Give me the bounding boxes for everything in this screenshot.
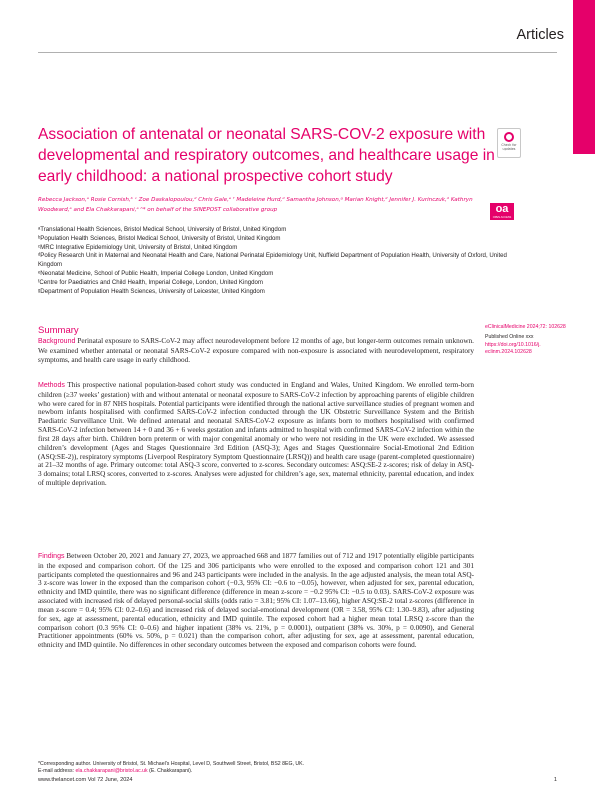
email-link[interactable]: ela.chakkarapani@bristol.ac.uk	[75, 768, 148, 775]
author-list: Rebecca Jackson,ᵃ Rosie Cornish,ᵇ ᶜ Zoe Daskalopoulou,ᵈ Chris Gale,ᵉ ᶠ Madeleine Hurd,ᵈ Samantha Johnson,ᵍ Marian Knight,ᵈ Jennifer J. Kurinczuk,ᵈ Kathryn Woodward,ᵃ and Ela Chakkarapani,ᵃ ʰ* on behalf of the SINEPOST collaborative group	[38, 197, 473, 213]
brand-color-bar	[573, 0, 595, 154]
findings-text: Between October 20, 2021 and January 27, 2023, we approached 668 and 1877 families out of 712 and 1917 potentially eligible participants in the exposed and comparison cohort. Of the 125 and 306 participants who were enrolled to the exposed and comparison cohort 121 and 301 participants completed the questionnaires and 96 and 243 participants were included in the analysis. In the age adjusted analysis, the mean total ASQ-3 z-score was lower in the exposed than the comparison cohort (−0.3, 95% CI: −0.6 to −0.05), however, when adjusted for sex, parental education, ethnicity and IMD quintile, there was no significant difference (difference in mean z-score = −0.2 95% CI: −0.5 to 0.03). SARS-CoV-2 exposure was associated with increased risk of delayed personal-social skills (odds ratio = 3.81; 95% CI: 1.07–13.66), higher ASQ:SE-2 total z-scores (difference in mean z-score = 0.4; 95% CI: 0.2–0.6) and increased risk of delayed social-emotional development (OR = 3.58, 95% CI: 1.30–9.83), after adjusting for sex, age at assessment, parental education, ethnicity and IMD quintile. The exposed cohort had a higher mean total LRSQ z-score than the comparison cohort (0.3 95% CI: 0–0.6) and higher inpatient (38% vs. 21%, p = 0.0001), outpatient (38% vs. 30%, p = 0.0090), and General Practitioner appointments (60% vs. 50%, p = 0.021) than the comparison cohort, after adjusting for sex, age at assessment, parental education, ethnicity and IMD quintile. No differences in other secondary outcomes between the exposed and comparison cohorts were found.	[38, 552, 474, 650]
affiliation: ᶠCentre for Paediatrics and Child Health, Imperial College, London, United Kingdom	[38, 278, 263, 286]
email-label: E-mail address:	[38, 768, 76, 775]
section-label: Articles	[516, 27, 564, 43]
oa-sublabel: OPEN ACCESS	[492, 216, 512, 219]
methods-label: Methods	[38, 382, 65, 389]
affiliation-list	[38, 226, 508, 296]
affiliation: ᵉNeonatal Medicine, School of Public Health, Imperial College London, United Kingdom	[38, 269, 274, 277]
check-updates-label: Check for updates	[501, 143, 517, 151]
affiliation: ᵍDepartment of Population Health Sciences, University of Leicester, United Kingdom	[38, 287, 265, 295]
oa-label: oa	[495, 203, 509, 215]
check-for-updates-badge[interactable]	[497, 128, 521, 158]
findings-paragraph	[38, 552, 474, 650]
background-label: Background	[38, 338, 76, 345]
email-suffix: (E. Chakkarapani).	[147, 768, 193, 775]
methods-paragraph	[38, 381, 474, 488]
methods-text: This prospective national population-based cohort study was conducted in England and Wales, United Kingdom. We enrolled term-born children (≥37 weeks’ gestation) with and without antenatal or neonatal exposure to SARS-CoV-2 infection by approaching parents of eligible children who were cared for in 87 NHS hospitals. Potential participants were identified through the national active surveillance studies of pregnant women and newborn infants hospitalised with confirmed SARS-CoV-2 infection conducted through the UK Obstetric Surveillance System and the British Paediatric Surveillance Unit. We defined antenatal and neonatal SARS-CoV-2 exposure as infants born to mothers hospitalised with confirmed SARS-CoV-2 infection between 14 + 0 and 36 + 6 weeks gestation and infants admitted to hospital with confirmed SARS-CoV-2 infection within the first 28 days after birth. Children born preterm or with major congenital anomaly or who were not residing in the UK were excluded. We assessed children’s development (Ages and Stages Questionnaire 3rd Edition (ASQ-3); Ages and Stages Questionnaire Social-Emotional 2nd Edition (ASQ:SE-2)), respiratory symptoms (Liverpool Respiratory Symptom Questionnaire (LRSQ)) and health care usage (parent-completed questionnaire) at 21–32 months of age. Primary outcome: total ASQ-3 score, converted to z-scores. Secondary outcomes: ASQ:SE-2 z-scores; risk of delay in ASQ-3 domains; total LRSQ scores, converted to z-scores. Analyses were adjusted for children’s age, sex, maternal ethnicity, parental education, and index of multiple deprivation.	[38, 381, 474, 488]
journal-footer[interactable]: www.thelancet.com Vol 72 June, 2024	[38, 777, 133, 783]
background-paragraph	[38, 337, 474, 364]
article-info-sidebar	[485, 324, 569, 356]
journal-citation[interactable]: eClinicalMedicine 2024;72: 102628	[485, 324, 566, 330]
check-updates-icon	[504, 132, 514, 142]
affiliation: ᵇPopulation Health Sciences, Bristol Medical School, University of Bristol, United Kingdom	[38, 234, 281, 242]
corresponding-footnote	[38, 761, 474, 776]
header-rule	[38, 52, 557, 53]
page-number: 1	[553, 777, 557, 783]
open-access-logo	[490, 203, 514, 220]
findings-label: Findings	[38, 553, 65, 560]
published-online: Published Online xxx	[485, 334, 534, 341]
email-line	[38, 768, 474, 775]
article-title: Association of antenatal or neonatal SARS-COV-2 exposure with developmental and respiratory outcomes, and healthcare usage in early childhood: a national prospective cohort study	[38, 126, 495, 185]
affiliation: ᵈPolicy Research Unit in Maternal and Neonatal Health and Care, National Perinatal Epidemiology Unit, Nuffield Department of Population Health, University of Oxford, United Kingdom	[38, 252, 507, 269]
summary-heading: Summary	[38, 325, 79, 336]
affiliation: ᵃTranslational Health Sciences, Bristol Medical School, University of Bristol, United Kingdom	[38, 226, 287, 233]
doi-link[interactable]: https://doi.org/10.1016/j.eclinm.2024.102628	[485, 341, 541, 355]
affiliation: ᶜMRC Integrative Epidemiology Unit, University of Bristol, United Kingdom	[38, 243, 238, 251]
corresponding-author: *Corresponding author. University of Bristol, St. Michael’s Hospital, Level D, Southwell Street, Bristol, BS2 8EG, UK.	[38, 761, 305, 767]
background-text: Perinatal exposure to SARS-CoV-2 may affect neurodevelopment before 12 months of age, but longer-term outcomes remain unknown. We examined whether antenatal or neonatal SARS-CoV-2 exposure compared with non-exposure is associated with neurodevelopment, respiratory symptoms, and health care usage in early childhood.	[38, 337, 474, 364]
